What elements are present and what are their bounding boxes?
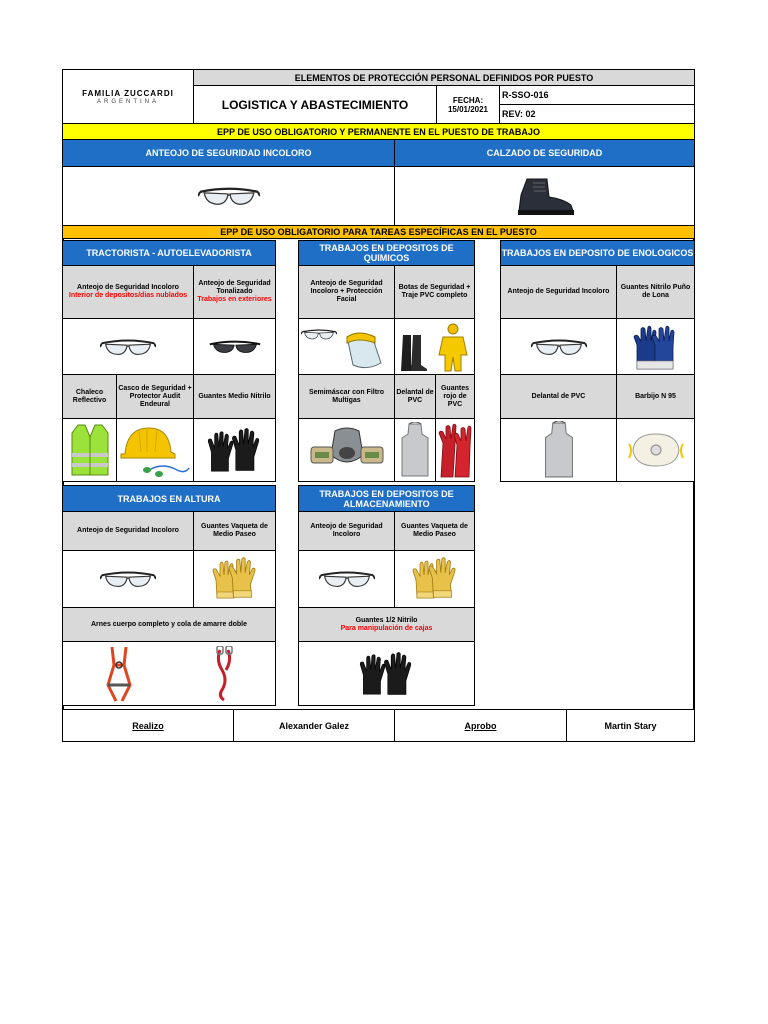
rubber-boots-icon: [397, 321, 473, 373]
note-text: Para manipulación de cajas: [340, 624, 433, 632]
leather-glove-icon: [411, 553, 459, 605]
tractorista-label-tinted: [193, 265, 276, 319]
specific-epp-banner: EPP DE USO OBLIGATORIO PARA TAREAS ESPECÍFICAS EN EL PUESTO: [62, 225, 695, 239]
logo-name: FAMILIA ZUCCARDI: [82, 88, 174, 98]
tractorista-label-glasses: [62, 265, 194, 319]
altura-gloves-image: [193, 550, 276, 608]
document-title: ELEMENTOS DE PROTECCIÓN PERSONAL DEFINIDOS POR PUESTO: [193, 69, 695, 86]
document-code: R-SSO-016: [499, 85, 695, 105]
quimicos-label-faceshield: Anteojo de Seguridad Incoloro + Protección Facial: [298, 265, 395, 319]
permanent-boot-image: [394, 166, 695, 226]
almacenamiento-label-glasses: Anteojo de Seguridad Incoloro: [298, 511, 395, 551]
tractorista-gloves-image: [193, 418, 276, 482]
almacenamiento-gloves-image: [394, 550, 475, 608]
aprobo-name: Martin Stary: [566, 709, 695, 742]
permanent-item-footwear: CALZADO DE SEGURIDAD: [394, 139, 695, 167]
tractorista-tinted-image: [193, 318, 276, 375]
tractorista-vest-image: [62, 418, 117, 482]
tinted-glasses-icon: [208, 335, 262, 359]
lanyard-icon: [214, 646, 236, 702]
date-value: 15/01/2021: [447, 104, 489, 114]
altura-label-harness: Arnes cuerpo completo y cola de amarre doble: [62, 607, 276, 642]
nitrile-glove-icon: [357, 647, 417, 701]
red-pvc-glove-icon: [437, 421, 473, 479]
n95-mask-icon: [627, 430, 685, 470]
almacenamiento-label-gloves: Guantes Vaqueta de Medio Paseo: [394, 511, 475, 551]
label-text: Anteojo de Seguridad Incoloro: [77, 284, 179, 291]
reflective-vest-icon: [70, 423, 110, 477]
nitrile-glove-icon: [205, 422, 265, 478]
almacenamiento-label-nitrile: [298, 607, 475, 642]
note-text: Interior de depositos/dias nublados: [68, 292, 188, 299]
safety-glasses-icon: [319, 566, 375, 592]
permanent-glasses-image: [62, 166, 395, 226]
note-text: Trabajos en exteriores: [197, 296, 272, 303]
quimicos-apron-image: [394, 418, 436, 482]
tractorista-label-helmet: Casco de Seguridad + Protector Audit Endeural: [116, 374, 194, 419]
half-mask-respirator-icon: [305, 425, 389, 475]
almacenamiento-glasses-image: [298, 550, 395, 608]
date-cell: [436, 85, 500, 124]
almacenamiento-nitrile-image: [298, 641, 475, 706]
tractorista-header: TRACTORISTA - AUTOELEVADORISTA: [62, 240, 276, 266]
company-logo: [62, 69, 194, 124]
quimicos-label-red-gloves: Guantes rojo de PVC: [435, 374, 475, 419]
revision: REV: 02: [499, 104, 695, 124]
tractorista-helmet-image: [116, 418, 194, 482]
safety-glasses-icon: [100, 334, 156, 360]
quimicos-label-respirator: Semimáscar con Filtro Multigas: [298, 374, 395, 419]
quimicos-respirator-image: [298, 418, 395, 482]
realizo-name: Alexander Galez: [233, 709, 395, 742]
quimicos-boots-suit-image: [394, 318, 475, 375]
date-label: FECHA:: [452, 95, 484, 105]
quimicos-label-apron: Delantal de PVC: [394, 374, 436, 419]
label-text: Guantes 1/2 Nitrilo: [355, 616, 418, 624]
aprobo-text: Aprobo: [464, 720, 497, 731]
altura-harness-image: [62, 641, 276, 706]
area-title: LOGISTICA Y ABASTECIMIENTO: [193, 85, 437, 124]
leather-glove-icon: [211, 553, 259, 605]
almacenamiento-header: TRABAJOS EN DEPOSITOS DE ALMACENAMIENTO: [298, 485, 475, 512]
face-shield-icon: [301, 321, 393, 373]
tractorista-label-vest: Chaleco Reflectivo: [62, 374, 117, 419]
altura-label-gloves: Guantes Vaqueta de Medio Paseo: [193, 511, 276, 551]
nitrile-cuff-glove-icon: [631, 323, 681, 371]
safety-glasses-icon: [100, 566, 156, 592]
quimicos-faceshield-image: [298, 318, 395, 375]
tractorista-label-gloves: Guantes Medio Nitrilo: [193, 374, 276, 419]
enologicos-apron-image: [500, 418, 617, 482]
enologicos-gloves-image: [616, 318, 695, 375]
realizo-text: Realizo: [132, 720, 164, 731]
pvc-suit-icon: [439, 324, 467, 371]
hard-hat-icon: [119, 422, 191, 478]
altura-label-glasses: Anteojo de Seguridad Incoloro: [62, 511, 194, 551]
permanent-item-glasses: ANTEOJO DE SEGURIDAD INCOLORO: [62, 139, 395, 167]
altura-glasses-image: [62, 550, 194, 608]
enologicos-label-glasses: Anteojo de Seguridad Incoloro: [500, 265, 617, 319]
quimicos-red-gloves-image: [435, 418, 475, 482]
enologicos-label-gloves: Guantes Nitrilo Puño de Lona: [616, 265, 695, 319]
quimicos-header: TRABAJOS EN DEPOSITOS DE QUIMICOS: [298, 240, 475, 266]
safety-glasses-icon: [198, 182, 260, 210]
aprobo-label: [394, 709, 567, 742]
safety-boot-icon: [513, 175, 577, 217]
pvc-apron-icon: [400, 422, 430, 478]
altura-header: TRABAJOS EN ALTURA: [62, 485, 276, 512]
quimicos-label-boots-suit: Botas de Seguridad + Traje PVC completo: [394, 265, 475, 319]
safety-glasses-icon: [531, 334, 587, 360]
enologicos-header: TRABAJOS EN DEPOSITO DE ENOLOGICOS: [500, 240, 695, 266]
enologicos-label-apron: Delantal de PVC: [500, 374, 617, 419]
harness-icon: [102, 645, 136, 703]
logo-sub: ARGENTINA: [96, 98, 159, 105]
enologicos-glasses-image: [500, 318, 617, 375]
tractorista-glasses-image: [62, 318, 194, 375]
enologicos-mask-image: [616, 418, 695, 482]
pvc-apron-icon: [542, 421, 576, 479]
realizo-label: [62, 709, 234, 742]
permanent-epp-banner: EPP DE USO OBLIGATORIO Y PERMANENTE EN EL PUESTO DE TRABAJO: [62, 123, 695, 140]
label-text: Anteojo de Seguridad Tonalizado: [198, 280, 271, 295]
enologicos-label-mask: Barbijo N 95: [616, 374, 695, 419]
